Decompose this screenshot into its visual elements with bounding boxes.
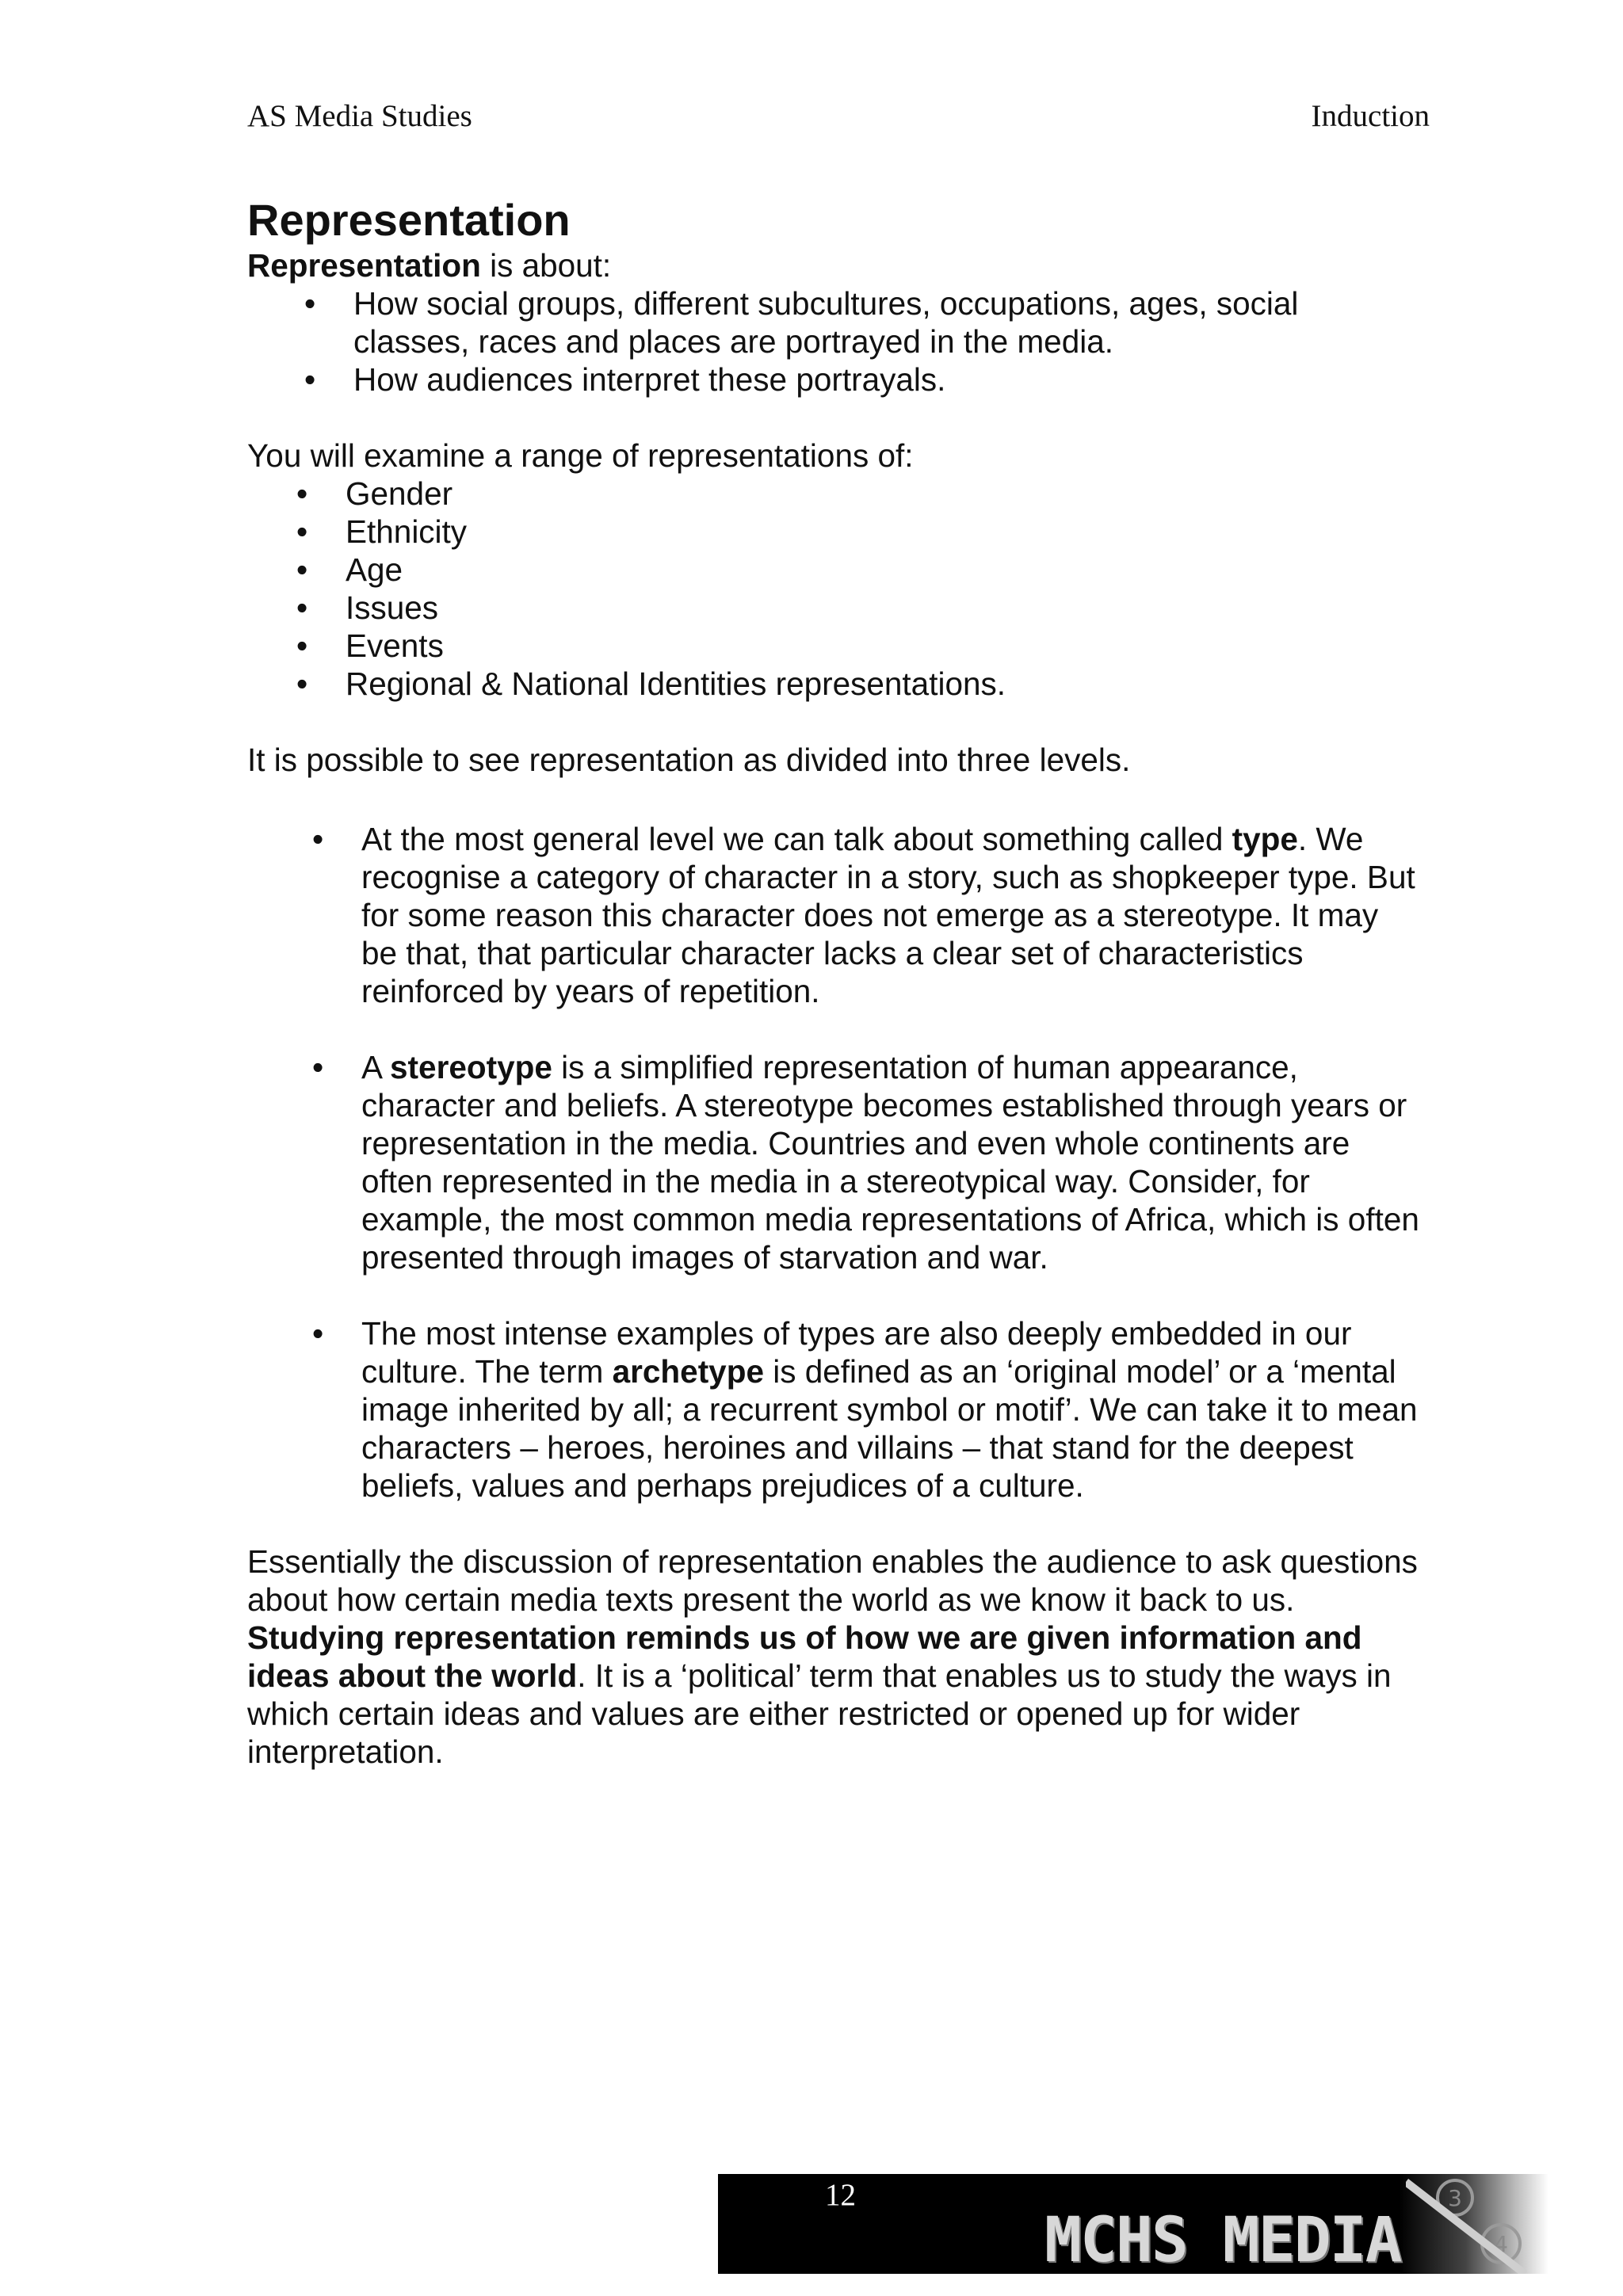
bullet: •	[296, 666, 308, 702]
list-item-text: Gender	[346, 475, 453, 512]
reel-number-3: 3	[1448, 2185, 1462, 2211]
intro-list	[247, 284, 1420, 399]
conclusion-paragraph	[247, 1543, 1420, 1771]
list-item-text: Regional & National Identities representations.	[346, 666, 1006, 702]
list-item	[304, 360, 1420, 399]
list-item	[296, 627, 1420, 665]
list-item	[296, 551, 1420, 589]
bullet: •	[296, 475, 308, 512]
level-text: A	[361, 1049, 391, 1085]
bullet: •	[296, 551, 308, 588]
list-item	[296, 475, 1420, 513]
topics-list	[247, 475, 1420, 703]
levels-lead: It is possible to see representation as divided into three levels.	[247, 742, 1131, 778]
bullet: •	[312, 1315, 324, 1352]
bullet: •	[296, 627, 308, 664]
level-text: is a simplified representation of human appearance, character and beliefs. A stereotype becomes established through years or representation in the media. Countries and even whole continents are often represented in the media in a stereotypical way. Consider, for example, the most common media representations of Africa, which is often presented through images of starvation and war.	[361, 1049, 1419, 1276]
film-strip-shape	[1406, 2182, 1525, 2274]
list-item-text: How audiences interpret these portrayals.	[353, 361, 946, 398]
reel-number-4: 4	[1494, 2231, 1508, 2257]
level-archetype	[312, 1314, 1420, 1505]
level-text: is defined as an ‘original model’ or a ‘mental image inherited by all; a recurrent symbol or motif’. We can take it to mean characters – heroes, heroines and villains – that stand for the deepest beliefs, values and perhaps prejudices of a culture.	[361, 1353, 1418, 1504]
list-item	[304, 284, 1420, 360]
intro-rest: is about:	[480, 247, 612, 284]
bullet: •	[312, 1049, 324, 1085]
conclusion-text: . It is a ‘political’ term that enables us to study the ways in which certain ideas and values are either restricted or opened up for wider interpretation.	[247, 1657, 1392, 1770]
level-term: type	[1232, 821, 1298, 857]
conclusion-text: Essentially the discussion of representation enables the audience to ask questions about how certain media texts present the world as we know it back to us.	[247, 1543, 1418, 1618]
list-item-text: Events	[346, 627, 444, 664]
bullet: •	[296, 589, 308, 626]
list-item-text: Ethnicity	[346, 513, 468, 550]
intro-line	[247, 246, 1420, 284]
list-item-text: Age	[346, 551, 403, 588]
level-type	[312, 820, 1420, 1010]
level-text: The most intense examples of types are also deeply embedded in our culture. The term	[361, 1315, 1352, 1390]
bullet: •	[296, 513, 308, 550]
conclusion-bold: Studying representation reminds us of how we are given information and ideas about the world	[247, 1619, 1362, 1694]
document-body	[247, 194, 1420, 1771]
level-text: At the most general level we can talk about something called	[361, 821, 1232, 857]
footer-banner	[718, 2174, 1549, 2274]
page-number: 12	[825, 2178, 856, 2212]
list-item-text: Issues	[346, 589, 439, 626]
bullet: •	[304, 285, 316, 322]
intro-bold: Representation	[247, 247, 481, 284]
header-course: AS Media Studies	[247, 99, 472, 133]
film-reel-icon	[1406, 2174, 1533, 2274]
header-section: Induction	[1311, 99, 1430, 133]
page-header	[247, 98, 1430, 138]
level-stereotype	[312, 1048, 1420, 1276]
examine-lead: You will examine a range of representations of:	[247, 437, 914, 474]
level-text: . We recognise a category of character in a story, such as shopkeeper type. But for some reason this character does not emerge as a stereotype. It may be that, that particular character lacks a clear set of characteristics reinforced by years of repetition.	[361, 821, 1415, 1009]
bullet: •	[312, 821, 324, 857]
level-term: stereotype	[390, 1049, 552, 1085]
list-item	[296, 589, 1420, 627]
page-title: Representation	[247, 195, 571, 245]
mchs-media-logo: MCHS MEDIA	[1044, 2205, 1401, 2276]
levels-list	[247, 820, 1420, 1505]
bullet: •	[304, 361, 316, 398]
level-term: archetype	[612, 1353, 764, 1390]
list-item-text: How social groups, different subcultures, occupations, ages, social classes, races and places are portrayed in the media.	[353, 285, 1299, 360]
list-item	[296, 665, 1420, 703]
list-item	[296, 513, 1420, 551]
